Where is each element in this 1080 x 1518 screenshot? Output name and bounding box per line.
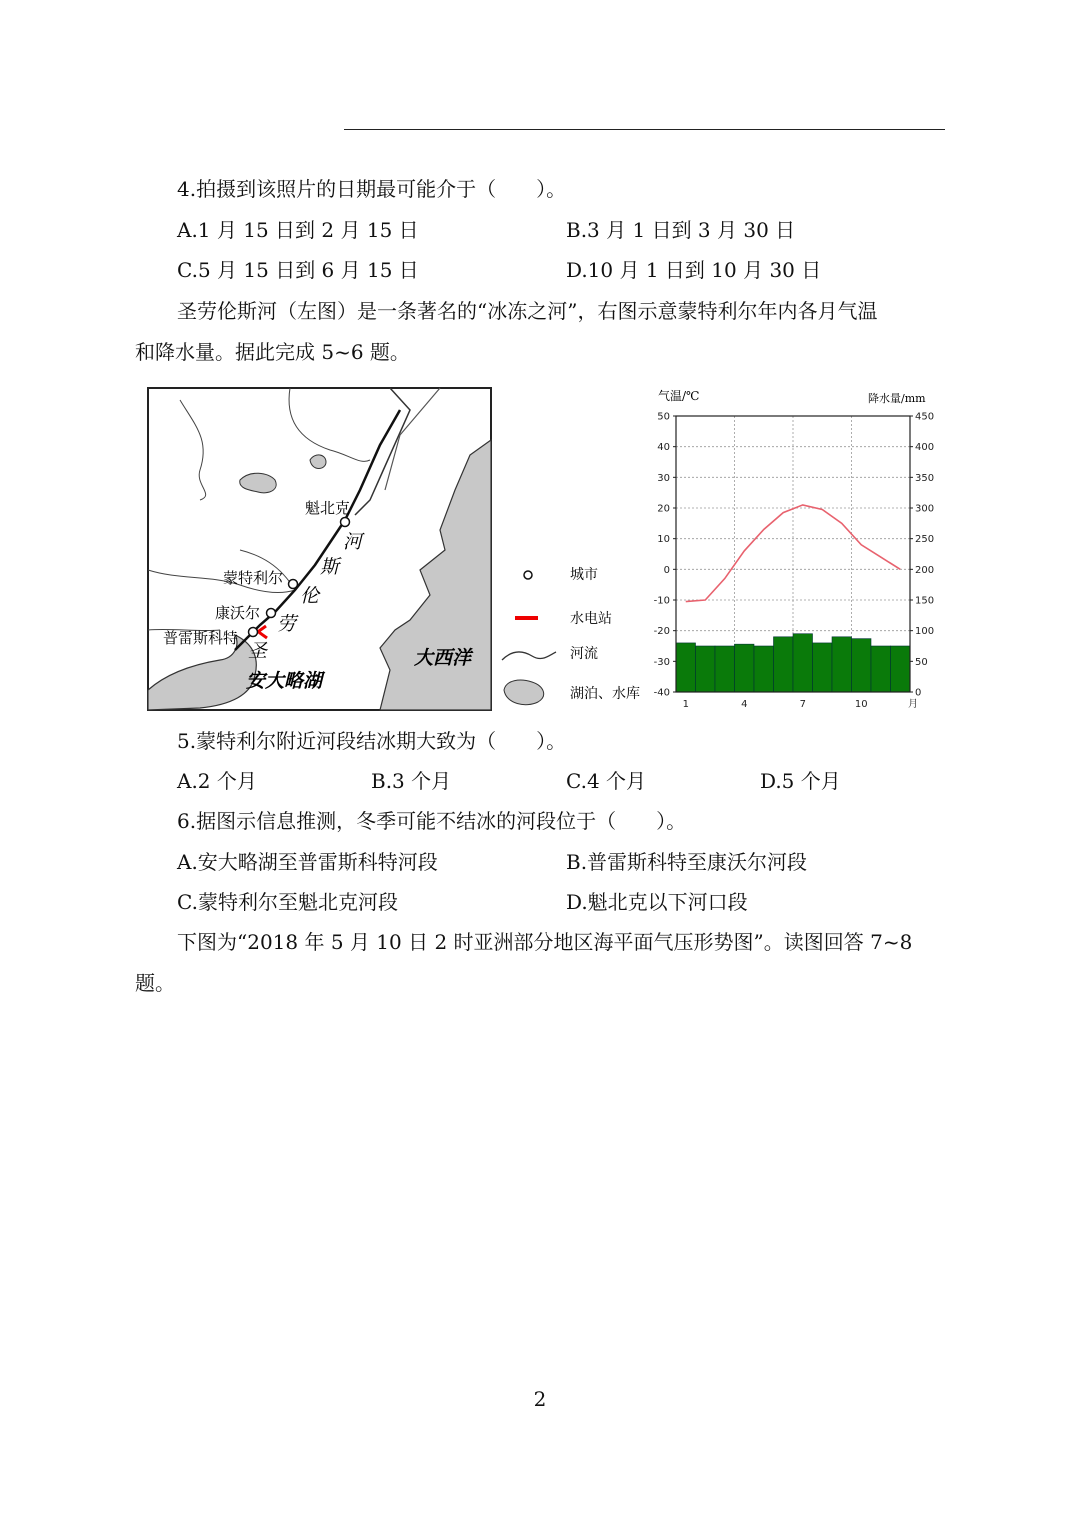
precipitation-bar [715, 646, 735, 692]
precipitation-bar [754, 646, 774, 692]
city-prescott-dot [249, 628, 258, 637]
x-tick-label: 7 [799, 699, 806, 710]
right-tick-label: 400 [915, 442, 935, 454]
intro1-line1: 圣劳伦斯河（左图）是一条著名的“冰冻之河”，右图示意蒙特利尔年内各月气温 [177, 299, 878, 323]
precipitation-bar [871, 646, 891, 692]
left-tick-label: 30 [657, 472, 670, 484]
precipitation-bar [832, 637, 852, 692]
page-number: 2 [533, 1387, 547, 1411]
left-axis-label: 气温/℃ [658, 389, 700, 403]
q5-option-b: B.3 个月 [371, 769, 452, 793]
q4-option-b: B.3 月 1 日到 3 月 30 日 [566, 218, 796, 242]
q4-option-d: D.10 月 1 日到 10 月 30 日 [566, 258, 822, 282]
city-quebec-label: 魁北克 [305, 499, 351, 517]
left-tick-label: 10 [657, 534, 670, 546]
precipitation-bar [735, 644, 755, 692]
river-char-1: 河 [343, 531, 363, 553]
x-unit-label: 月 [908, 699, 918, 710]
river-map [140, 380, 660, 720]
x-tick-label: 1 [682, 699, 689, 710]
legend-lake-icon [504, 680, 544, 705]
q6-option-a: A.安大略湖至普雷斯科特河段 [177, 850, 438, 874]
left-tick-label: -10 [653, 595, 670, 607]
precipitation-bar [676, 643, 696, 692]
q6-option-c: C.蒙特利尔至魁北克河段 [177, 890, 398, 914]
precipitation-bar [774, 637, 794, 692]
ocean-label: 大西洋 [414, 647, 472, 669]
legend-river-label: 河流 [570, 646, 598, 662]
city-cornwall-label: 康沃尔 [215, 604, 261, 622]
legend-city-icon [524, 571, 532, 579]
q5-option-d: D.5 个月 [760, 769, 841, 793]
legend-dam-label: 水电站 [570, 611, 612, 627]
right-tick-label: 50 [915, 656, 928, 668]
right-tick-label: 150 [915, 595, 935, 607]
intro2-line1: 下图为“2018 年 5 月 10 日 2 时亚洲部分地区海平面气压形势图”。读图回答 7~8 [177, 930, 913, 954]
q6-option-d: D.魁北克以下河口段 [566, 890, 748, 914]
right-tick-label: 100 [915, 626, 935, 638]
legend-lake-label: 湖泊、水库 [570, 686, 640, 702]
intro1-line2: 和降水量。据此完成 5~6 题。 [135, 340, 410, 364]
legend-city-label: 城市 [570, 567, 598, 583]
left-tick-label: 40 [657, 442, 670, 454]
precipitation-bar [891, 646, 911, 692]
q6-stem: 6.据图示信息推测，冬季可能不结冰的河段位于（ ）。 [177, 809, 687, 833]
header-rule [344, 129, 945, 130]
left-tick-label: 0 [663, 564, 670, 576]
right-tick-label: 250 [915, 534, 935, 546]
left-tick-label: -30 [653, 656, 670, 668]
river-char-3: 伦 [300, 585, 320, 607]
q5-stem: 5.蒙特利尔附近河段结冰期大致为（ ）。 [177, 729, 567, 753]
city-montreal-label: 蒙特利尔 [223, 569, 284, 587]
legend-river-icon [502, 652, 556, 660]
river-char-2: 斯 [320, 556, 340, 578]
q4-option-a: A.1 月 15 日到 2 月 15 日 [177, 218, 419, 242]
precipitation-bar [813, 643, 833, 692]
precipitation-bar [696, 646, 716, 692]
precipitation-bar [852, 639, 872, 692]
q5-option-c: C.4 个月 [566, 769, 647, 793]
city-cornwall-dot [267, 609, 276, 618]
city-montreal-dot [289, 580, 298, 589]
lake-small-1 [310, 455, 326, 469]
river-char-5: 圣 [248, 640, 268, 662]
city-quebec-dot [341, 518, 350, 527]
x-tick-label: 4 [741, 699, 748, 710]
q6-option-b: B.普雷斯科特至康沃尔河段 [566, 850, 808, 874]
precipitation-bar [793, 634, 813, 692]
q4-option-c: C.5 月 15 日到 6 月 15 日 [177, 258, 419, 282]
climate-chart [640, 380, 940, 720]
river-char-4: 劳 [277, 613, 297, 635]
right-axis-label: 降水量/mm [868, 392, 926, 405]
x-tick-label: 10 [854, 699, 868, 710]
right-tick-label: 300 [915, 503, 935, 515]
right-tick-label: 450 [915, 411, 935, 423]
city-prescott-label: 普雷斯科特 [163, 629, 239, 647]
left-tick-label: 50 [657, 411, 670, 423]
q5-option-a: A.2 个月 [177, 769, 257, 793]
right-tick-label: 0 [915, 687, 922, 699]
lake-ontario-label: 安大略湖 [246, 670, 323, 692]
left-tick-label: -20 [653, 626, 670, 638]
right-tick-label: 200 [915, 564, 935, 576]
right-tick-label: 350 [915, 472, 935, 484]
left-tick-label: 20 [657, 503, 670, 515]
intro2-line2: 题。 [135, 971, 175, 995]
q4-stem: 4.拍摄到该照片的日期最可能介于（ ）。 [177, 177, 567, 201]
left-tick-label: -40 [653, 687, 670, 699]
